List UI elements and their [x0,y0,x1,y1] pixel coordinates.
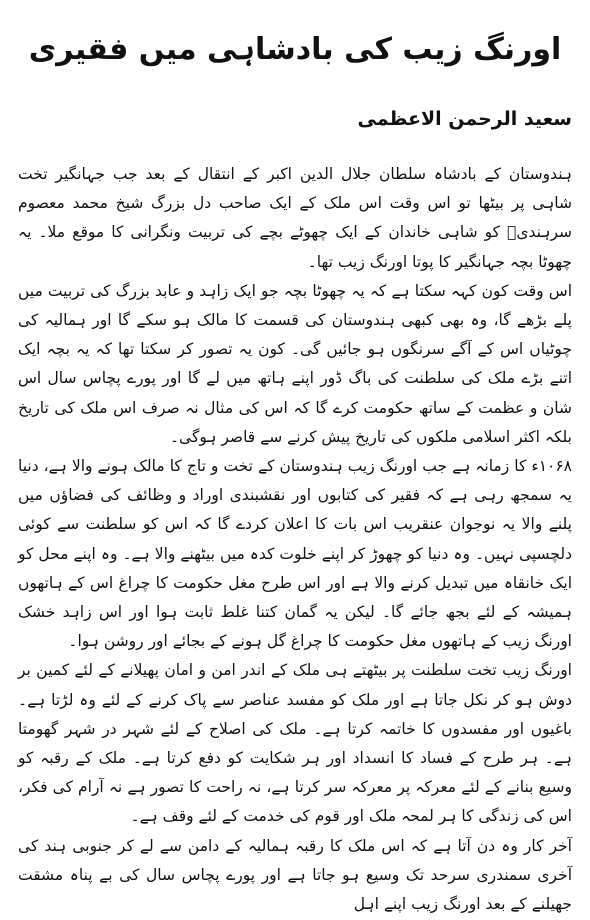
article-title: اورنگ زیب کی بادشاہی میں فقیری [28,32,562,67]
paragraph: آخر کار وہ دن آتا ہے کہ اس ملک کا رقبہ ہمالیہ کے دامن سے لے کر جنوبی ہند کی آخری سمندری سرحد تک وسیع ہو جاتا ہے اور پورے پچاس سال کی بے پناہ مشقت جھیلنے کے بعد اورنگ زیب اپنے اہل [18,836,572,914]
paragraph: ۱۰۶۸ء کا زمانہ ہے جب اورنگ زیب ہندوستان کے تخت و تاج کا مالک ہونے والا ہے، دنیا یہ سمجھ رہی ہے کہ فقیر کی کتابوں اور نقشبندی اوراد و وظائف کی فضاؤں میں پلنے والا یہ نوجوان عنقریب اس بات کا اعلان کردے گا کہ اس کو سلطنت سے کوئی دلچسپی نہیں۔ وہ دنیا کو چھوڑ کر اپنے خلوت کدہ میں بیٹھنے والا ہے۔ وہ اپنے محل کو ایک خانقاہ میں تبدیل کرنے والا ہے اور اس طرح مغل حکومت کا چراغ اس کے ہاتھوں ہمیشہ کے لئے بجھ جائے گا۔ لیکن یہ گمان کتنا غلط ثابت ہوا اور اس زاہد خشک اورنگ زیب کے ہاتھوں مغل حکومت کا چراغ گل ہونے کے بجائے اور روشن ہوا۔ [18,457,572,651]
paragraph: ہندوستان کے بادشاہ سلطان جلال الدین اکبر کے انتقال کے بعد جب جہانگیر تخت شاہی پر بیٹھا تو اس وقت اس ملک کے ایک صاحب دل بزرگ شیخ محمد معصوم سرہندیؒ کو شاہی خاندان کے ایک چھوٹے بچے کی تربیت ونگرانی کا موقع ملا۔ یہ چھوٹا بچہ جہانگیر کا پوتا اورنگ زیب تھا۔ [18,165,572,271]
article-body [18,160,572,919]
author-name: سعید الرحمن الاعظمی [357,108,572,130]
paragraph: اس وقت کون کہہ سکتا ہے کہ یہ چھوٹا بچہ جو ایک زاہد و عابد بزرگ کی تربیت میں پلے بڑھے گا، وہ بھی کبھی ہندوستان کی قسمت کا مالک ہو سکے گا اور ہمالیہ کی چوٹیاں اس کے آگے سرنگوں ہو جائیں گی۔ کون یہ تصور کر سکتا تھا کہ یہ بچہ ایک اتنے بڑے ملک کی سلطنت کی باگ ڈور اپنے ہاتھ میں لے گا اور پورے پچاس سال اس شان و عظمت کے ساتھ حکومت کرے گا کہ اس کی مثال نہ صرف اس ملک کی تاریخ بلکہ اکثر اسلامی ملکوں کی تاریخ پیش کرنے سے قاصر ہوگی۔ [18,281,572,446]
paragraph: اورنگ زیب تخت سلطنت پر بیٹھتے ہی ملک کے اندر امن و امان پھیلانے کے لئے کمین بر دوش ہو کر نکل جاتا ہے اور ملک کو مفسد عناصر سے پاک کرنے کے لئے وہ لڑتا ہے۔ باغیوں اور مفسدوں کا خاتمہ کرتا ہے۔ ملک کی اصلاح کے لئے شہر در شہر گھومتا ہے۔ ہر طرح کے فساد کا انسداد اور ہر شکایت کو دفع کرتا ہے۔ ملک کے رقبہ کو وسیع بنانے کے لئے معرکہ پر معرکہ سر کرتا ہے، نہ راحت کا تصور ہے نہ آرام کی فکر، اس کی زندگی کا ہر لمحہ ملک اور قوم کی خدمت کے لئے وقف ہے۔ [18,661,572,826]
